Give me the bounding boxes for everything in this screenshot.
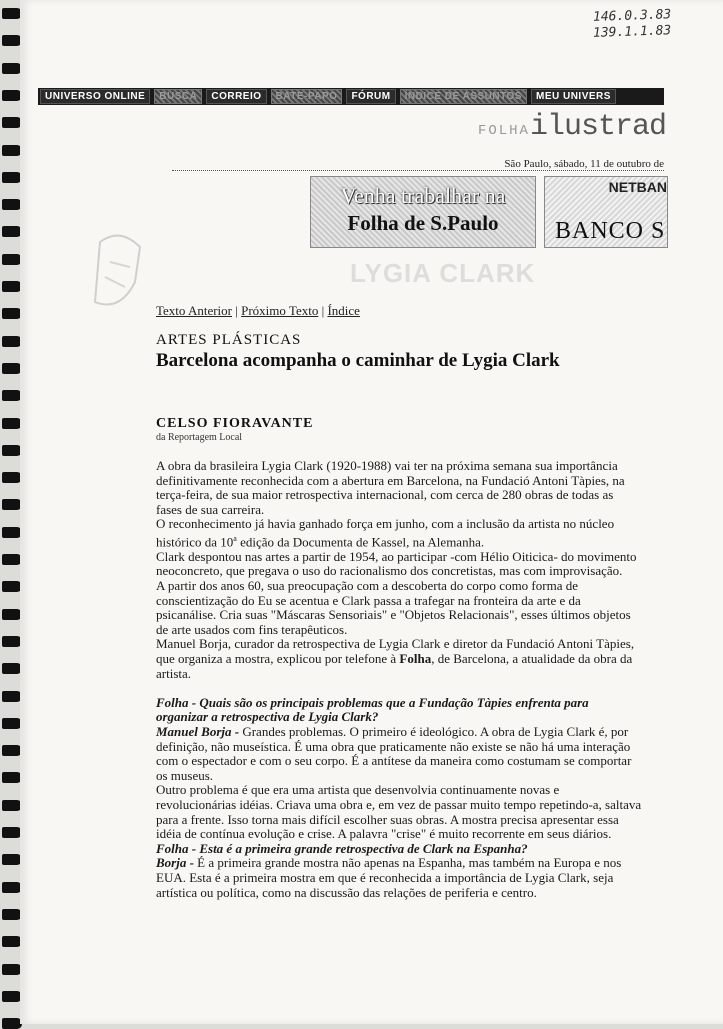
handwritten-note-2: 139.1.1.83 (592, 23, 672, 41)
bank-banner-bottom: BANCO S (555, 218, 666, 244)
paragraph-1: A obra da brasileira Lygia Clark (1920-1988) vai ter na próxima semana sua importância definitivamente reconhecida com a abertura em Barcelona, na Fundació Antoni Tàpies, na terça-feira, de sua maior retrospectiva internacional, com cerca de 280 obras de todas as fases de sua carreira. (156, 458, 625, 517)
paragraph-2-b: edição da Documenta de Kassel, na Alemanha. (236, 534, 485, 550)
question-1: Folha - Quais são os principais problemas que a Fundação Tàpies enfrenta para organizar a retrospectiva de Lygia Clark? (156, 694, 589, 725)
paragraph-5-c: , de Barcelona, a atualidade da obra da artista. (156, 651, 633, 681)
binding-ring (2, 609, 22, 620)
paragraph-2 (156, 517, 642, 550)
nav-forum[interactable]: FÓRUM (346, 89, 395, 104)
nav-busca[interactable]: BUSCA (154, 89, 202, 104)
paragraph-5-folha: Folha (399, 651, 432, 667)
article-kicker: ARTES PLÁSTICAS (156, 332, 302, 348)
nav-universo-online[interactable]: UNIVERSO ONLINE (40, 89, 150, 104)
binding-ring (2, 199, 22, 210)
binding-ring (2, 991, 22, 1002)
binding-ring (2, 281, 22, 292)
answer-1-continued: Outro problema é que era uma artista que desenvolvia continuamente novas e revolucionárias idéias. Criava uma obra e, em vez de passar muito tempo repetindo-a, saltava para a frente. Isso torna mais difícil escolher suas obras. A mostra precisa apresentar essa idéia de contínua evolução e crise. A palavra "crise" é muito recorrente em seus diários. (156, 782, 642, 842)
binding-ring (2, 936, 22, 947)
paragraph-3: Clark despontou nas artes a partir de 1954, ao participar -com Hélio Oiticica- do movimento neoconcreto, que pregava o uso do racionalismo dos concretistas, mas com improvisação. (156, 548, 637, 579)
bank-banner-top: NETBAN (608, 179, 667, 195)
binding-ring (2, 499, 22, 510)
binding-ring (2, 772, 22, 783)
answer-1-text: Grandes problemas. O primeiro é ideológico. A obra de Lygia Clark é, por definição, não museística. É uma obra que praticamente não existe se não há uma interação com o espectador e com o seu corpo. É a antítese da maneira como costumam se comportar os museus. (156, 724, 632, 783)
binding-ring (2, 390, 22, 401)
binding-ring (2, 172, 22, 183)
link-separator-1: | (235, 303, 238, 318)
answer-2 (156, 856, 642, 900)
binding-ring (2, 745, 22, 756)
binding-ring (2, 145, 22, 156)
binding-ring (2, 445, 22, 456)
answer-2-speaker: Borja - (156, 855, 194, 871)
link-next-text[interactable]: Próximo Texto (241, 303, 319, 318)
paragraph-5-a: Manuel Borja, curador da retrospectiva de Lygia Clark e diretor da Fundació Antoni Tàpies, que organiza a mostra, explicou por telefone à (156, 636, 635, 667)
nav-correio[interactable]: CORREIO (206, 89, 266, 104)
answer-1 (156, 725, 642, 783)
nav-bate-papo[interactable]: BATE-PAPO (271, 89, 343, 104)
paragraph-4: A partir dos anos 60, sua preocupação com a descoberta do corpo como forma de conscientização do Eu se acentua e Clark passa a trafegar na fronteira da arte e da psicanálise. Cria suas "Máscaras Sensoriais" e "Objetos Relacionais", esses últimos objetos de arte usados com fins terapêuticos. (156, 578, 631, 637)
banner-line-1: Venha trabalhar na (340, 183, 506, 208)
paragraph-5 (156, 637, 642, 681)
question-2: Folha - Esta é a primeira grande retrospectiva de Clark na Espanha? (156, 840, 528, 856)
binding-ring (2, 527, 22, 538)
article-nav-links (156, 303, 360, 319)
link-index[interactable]: Índice (327, 303, 360, 318)
binding-ring (2, 636, 22, 647)
binding-ring (2, 882, 22, 893)
site-nav-bar (38, 88, 664, 105)
binding-ring (2, 254, 22, 265)
binding-ring (2, 63, 22, 74)
binding-ring (2, 418, 22, 429)
dateline: São Paulo, sábado, 11 de outubro de (504, 158, 664, 170)
binding-ring (2, 718, 22, 729)
binding-ring (2, 226, 22, 237)
binding-ring (2, 90, 22, 101)
binding-ring (2, 35, 22, 46)
link-separator-2: | (321, 303, 325, 318)
binding-ring (2, 363, 22, 374)
handwritten-note-1: 146.0.3.83 (592, 7, 672, 25)
banner-line-2: Folha de S.Paulo (347, 211, 499, 235)
article-byline: CELSO FIORAVANTE (156, 416, 314, 431)
answer-2-text: É a primeira grande mostra não apenas na Espanha, mas também na Europa e nos EUA. Esta é a primeira mostra em que é reconhecida a importância de Lygia Clark, seja artística ou política, como na discussão das relações de periferia e centro. (156, 855, 622, 900)
wordmark-title: ilustrad (529, 110, 666, 144)
show-through-figure (80, 222, 160, 322)
bank-banner[interactable] (544, 176, 668, 248)
binding-ring (2, 827, 22, 838)
binding-ring (2, 117, 22, 128)
binding-ring (2, 581, 22, 592)
binding-ring (2, 663, 22, 674)
article-body (156, 459, 642, 900)
binding-ring (2, 8, 22, 19)
folha-jobs-banner[interactable] (310, 176, 536, 248)
answer-1-speaker: Manuel Borja - (156, 724, 240, 740)
show-through-title: LYGIA CLARK (350, 258, 536, 288)
binding-ring (2, 909, 22, 920)
article-credit: da Reportagem Local (156, 432, 243, 443)
ordinal-superscript: a (233, 533, 237, 543)
paragraph-2-a: O reconhecimento já havia ganhado força em junho, com a inclusão da artista no núcleo histórico da 10 (156, 516, 615, 550)
binding-ring (2, 800, 22, 811)
ilustrada-wordmark (438, 110, 666, 144)
article-headline: Barcelona acompanha o caminhar de Lygia Clark (156, 350, 560, 371)
wordmark-prefix: FOLHA (477, 123, 530, 139)
binding-ring (2, 854, 22, 865)
binding-ring (2, 964, 22, 975)
nav-indice-assuntos[interactable]: ÍNDICE DE ASSUNTOS (400, 89, 527, 104)
binding-ring (2, 554, 22, 565)
binding-ring (2, 336, 22, 347)
dotted-divider (172, 170, 664, 171)
binding-ring (2, 691, 22, 702)
binding-ring (2, 308, 22, 319)
link-previous-text[interactable]: Texto Anterior (156, 303, 232, 318)
nav-meu-universo[interactable]: MEU UNIVERS (531, 89, 616, 104)
binding-ring (2, 472, 22, 483)
